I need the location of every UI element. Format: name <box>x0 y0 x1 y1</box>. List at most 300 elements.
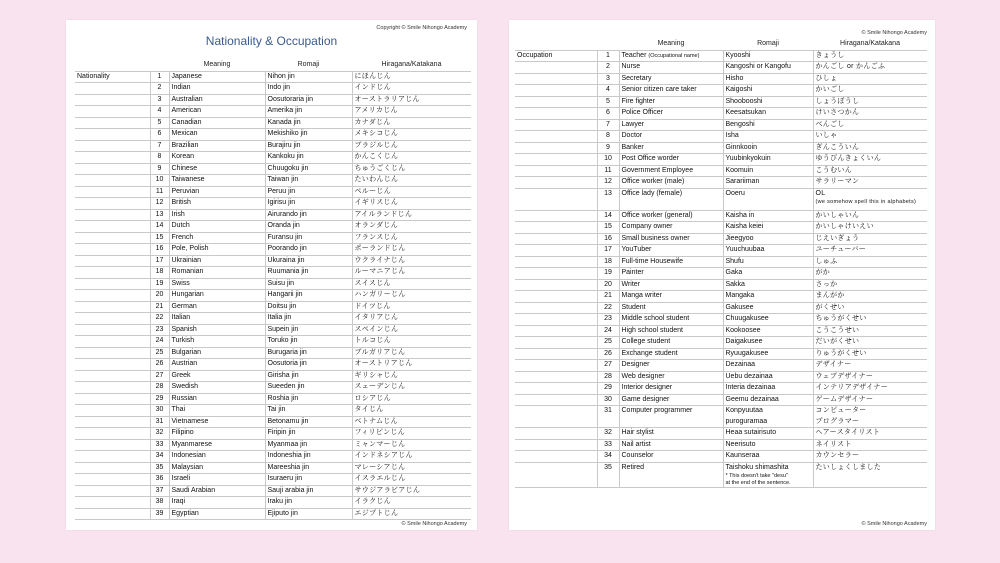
table-row <box>75 232 471 244</box>
kana-cell: ちゅうごくじん <box>352 163 471 175</box>
kana-cell <box>813 337 927 349</box>
kana-text: デザイナー <box>815 361 852 368</box>
romaji-note-2: at the end of the sentence. <box>725 480 791 486</box>
table-row <box>75 129 471 141</box>
table-row <box>515 177 927 189</box>
romaji-cell: Betonamu jin <box>265 416 352 428</box>
romaji-text: Shufu <box>725 257 744 265</box>
romaji-cell: Taiwan jin <box>265 175 352 187</box>
row-number: 18 <box>597 256 619 268</box>
table-row <box>515 154 927 166</box>
table-row <box>515 360 927 372</box>
row-number: 29 <box>597 383 619 395</box>
meaning-cell: Israeli <box>169 474 265 486</box>
section-cell <box>515 291 597 303</box>
kana-cell: エジプトじん <box>352 508 471 520</box>
kana-text: べんごし <box>815 120 845 128</box>
table-row <box>515 142 927 154</box>
section-cell <box>75 405 150 417</box>
kana-cell: ブルガリアじん <box>352 347 471 359</box>
kana-cell: ベトナムじん <box>352 416 471 428</box>
kana-cell <box>813 360 927 372</box>
section-cell <box>75 198 150 210</box>
kana-text: きょうし <box>815 51 845 59</box>
romaji-text: Sakka <box>725 280 745 288</box>
row-number: 10 <box>150 175 169 187</box>
table-row <box>515 279 927 291</box>
row-number: 10 <box>597 154 619 166</box>
kana-cell: マレーシアじん <box>352 462 471 474</box>
romaji-cell <box>723 177 813 189</box>
romaji-text: Interia dezainaa <box>725 384 776 391</box>
row-number: 34 <box>150 451 169 463</box>
occupation-sheet <box>509 20 935 530</box>
row-number: 30 <box>597 394 619 406</box>
kana-cell: メキシコじん <box>352 129 471 141</box>
meaning-cell <box>619 279 723 291</box>
meaning-text: Secretary <box>621 74 652 82</box>
table-row <box>75 117 471 129</box>
meaning-cell: Russian <box>169 393 265 405</box>
table-row <box>75 485 471 497</box>
section-cell <box>75 416 150 428</box>
row-number: 26 <box>150 359 169 371</box>
kana-cell: ウクライナじん <box>352 255 471 267</box>
table-row <box>75 106 471 118</box>
row-number: 15 <box>150 232 169 244</box>
kana-cell: ギリシャじん <box>352 370 471 382</box>
romaji-cell <box>723 406 813 428</box>
kana-cell: ペルーじん <box>352 186 471 198</box>
row-number: 22 <box>597 302 619 314</box>
row-number: 14 <box>597 210 619 222</box>
romaji-cell: Indo jin <box>265 83 352 95</box>
copyright-top: Copyright © Smile Nihongo Academy <box>376 25 467 31</box>
table-row <box>515 428 927 440</box>
row-number: 11 <box>597 165 619 177</box>
header-meaning: Meaning <box>619 39 723 50</box>
row-number: 34 <box>597 451 619 463</box>
meaning-text: Web designer <box>621 372 665 380</box>
kana-text: だいがくせい <box>815 338 860 345</box>
kana-text: かいしゃいん <box>815 211 860 219</box>
meaning-cell <box>619 451 723 463</box>
romaji-cell: Italia jin <box>265 313 352 325</box>
table-row <box>75 508 471 520</box>
section-cell <box>515 142 597 154</box>
row-number: 6 <box>597 108 619 120</box>
kana-text: OL <box>815 189 826 197</box>
meaning-cell <box>619 462 723 488</box>
table-row <box>515 119 927 131</box>
meaning-text: Police Officer <box>621 109 663 116</box>
meaning-text: Nail artist <box>621 440 651 448</box>
section-cell <box>75 255 150 267</box>
kana-cell <box>813 428 927 440</box>
table-row <box>75 439 471 451</box>
meaning-text: Office lady (female) <box>621 189 683 197</box>
row-number: 19 <box>150 278 169 290</box>
romaji-cell: Burajiru jin <box>265 140 352 152</box>
kana-text: かいしゃけいえい <box>815 223 874 230</box>
table-row <box>515 85 927 97</box>
romaji-text: Kookoosee <box>725 326 761 334</box>
header-meaning: Meaning <box>169 60 265 71</box>
meaning-text: Designer <box>621 361 650 368</box>
meaning-cell: Canadian <box>169 117 265 129</box>
table-row <box>515 383 927 395</box>
kana-text: しょうぼうし <box>815 97 860 105</box>
section-cell <box>515 325 597 337</box>
kana-cell: スイスじん <box>352 278 471 290</box>
table-row <box>515 268 927 280</box>
row-number: 16 <box>150 244 169 256</box>
kana-cell: ロシアじん <box>352 393 471 405</box>
table-row <box>75 370 471 382</box>
kana-cell <box>813 291 927 303</box>
meaning-cell <box>619 188 723 210</box>
kana-cell: アイルランドじん <box>352 209 471 221</box>
kana-text: ゆうびんきょくいん <box>815 155 882 162</box>
row-number: 12 <box>597 177 619 189</box>
romaji-text: Dezainaa <box>725 361 756 368</box>
row-number: 24 <box>150 336 169 348</box>
meaning-cell <box>619 73 723 85</box>
romaji-text: Uebu dezainaa <box>725 372 773 380</box>
meaning-cell: Korean <box>169 152 265 164</box>
section-cell <box>75 508 150 520</box>
romaji-cell <box>723 325 813 337</box>
kana-text: ユーチューバー <box>815 246 867 253</box>
romaji-text: Ooeru <box>725 189 745 197</box>
romaji-text: Hisho <box>725 74 744 82</box>
meaning-text: Government Employee <box>621 166 694 174</box>
kana-text: ヘアースタイリスト <box>815 429 881 436</box>
row-number: 3 <box>150 94 169 106</box>
kana-cell <box>813 245 927 257</box>
kana-cell <box>813 177 927 189</box>
section-cell <box>515 394 597 406</box>
meaning-text: Senior citizen care taker <box>621 86 697 93</box>
table-row <box>515 188 927 210</box>
section-cell <box>515 245 597 257</box>
table-row <box>75 186 471 198</box>
row-number: 5 <box>597 96 619 108</box>
kana-cell <box>813 371 927 383</box>
kana-text: さっか <box>815 280 838 288</box>
meaning-cell: Thai <box>169 405 265 417</box>
table-row <box>515 73 927 85</box>
row-number: 33 <box>597 439 619 451</box>
kana-cell: サウジアラビアじん <box>352 485 471 497</box>
romaji-cell: Indoneshia jin <box>265 451 352 463</box>
section-cell <box>515 406 597 428</box>
meaning-text: Interior designer <box>621 384 673 391</box>
table-row <box>75 416 471 428</box>
meaning-cell: Brazilian <box>169 140 265 152</box>
meaning-text: Student <box>621 303 646 311</box>
kana-text: ネイリスト <box>815 440 852 448</box>
romaji-cell <box>723 73 813 85</box>
meaning-cell <box>619 256 723 268</box>
table-row <box>75 359 471 371</box>
meaning-cell <box>619 222 723 234</box>
row-number: 14 <box>150 221 169 233</box>
row-number: 11 <box>150 186 169 198</box>
section-cell <box>515 210 597 222</box>
romaji-text: Gakusee <box>725 303 754 311</box>
meaning-cell <box>619 302 723 314</box>
kana-cell: トルコじん <box>352 336 471 348</box>
row-number: 21 <box>597 291 619 303</box>
romaji-text: Kyooshi <box>725 51 751 59</box>
romaji-cell: Mareeshia jin <box>265 462 352 474</box>
table-row <box>515 291 927 303</box>
romaji-cell: Sueeden jin <box>265 382 352 394</box>
romaji-text: Koomuin <box>725 166 754 174</box>
row-number: 9 <box>150 163 169 175</box>
table-row <box>75 451 471 463</box>
section-cell <box>75 140 150 152</box>
romaji-text: Kaisha in <box>725 211 755 219</box>
kana-cell <box>813 451 927 463</box>
row-number: 20 <box>150 290 169 302</box>
row-number: 35 <box>150 462 169 474</box>
row-number: 29 <box>150 393 169 405</box>
meaning-cell: Greek <box>169 370 265 382</box>
kana-text: インテリアデザイナー <box>815 384 889 391</box>
section-cell <box>75 439 150 451</box>
row-number: 9 <box>597 142 619 154</box>
kana-cell: アメリカじん <box>352 106 471 118</box>
romaji-cell <box>723 108 813 120</box>
section-cell <box>75 313 150 325</box>
table-row <box>515 222 927 234</box>
romaji-cell <box>723 451 813 463</box>
row-number: 24 <box>597 325 619 337</box>
header-kana: Hiragana/Katakana <box>813 39 927 50</box>
romaji-cell: Toruko jin <box>265 336 352 348</box>
section-label: Nationality <box>75 71 150 83</box>
meaning-text: Banker <box>621 143 644 151</box>
meaning-cell: Indian <box>169 83 265 95</box>
romaji-text: Kaisha keiei <box>725 223 764 230</box>
row-number: 13 <box>597 188 619 210</box>
kana-text: ウェブデザイナー <box>815 372 874 380</box>
table-row <box>75 94 471 106</box>
section-cell <box>515 428 597 440</box>
romaji-cell: Nihon jin <box>265 71 352 83</box>
meaning-cell <box>619 50 723 62</box>
table-row <box>515 96 927 108</box>
kana-cell: ポーランドじん <box>352 244 471 256</box>
romaji-cell <box>723 142 813 154</box>
table-row <box>75 278 471 290</box>
section-cell <box>75 474 150 486</box>
romaji-cell: Ejiputo jin <box>265 508 352 520</box>
row-number: 30 <box>150 405 169 417</box>
romaji-cell: Airurando jin <box>265 209 352 221</box>
romaji-cell: Mekishiko jin <box>265 129 352 141</box>
table-row <box>75 255 471 267</box>
kana-cell: ブラジルじん <box>352 140 471 152</box>
kana-cell <box>813 222 927 234</box>
meaning-cell: Irish <box>169 209 265 221</box>
romaji-cell <box>723 245 813 257</box>
meaning-cell <box>619 154 723 166</box>
romaji-text: Konpyuutaa <box>725 407 763 414</box>
kana-cell <box>813 73 927 85</box>
kana-cell: ドイツじん <box>352 301 471 313</box>
section-cell <box>75 451 150 463</box>
section-cell <box>515 337 597 349</box>
romaji-text: Yuubinkyokuin <box>725 155 771 162</box>
meaning-cell: Chinese <box>169 163 265 175</box>
romaji-cell <box>723 371 813 383</box>
kana-cell <box>813 119 927 131</box>
row-number: 12 <box>150 198 169 210</box>
romaji-cell <box>723 62 813 74</box>
meaning-cell: American <box>169 106 265 118</box>
romaji-cell <box>723 394 813 406</box>
row-number: 13 <box>150 209 169 221</box>
meaning-cell: Austrian <box>169 359 265 371</box>
row-number: 22 <box>150 313 169 325</box>
romaji-text: Keesatsukan <box>725 109 766 116</box>
section-cell <box>75 267 150 279</box>
section-cell <box>515 165 597 177</box>
row-number: 32 <box>150 428 169 440</box>
meaning-cell <box>619 233 723 245</box>
kana-cell <box>813 314 927 326</box>
meaning-text: Lawyer <box>621 120 645 128</box>
kana-cell <box>813 268 927 280</box>
table-row <box>75 428 471 440</box>
meaning-cell <box>619 406 723 428</box>
section-cell <box>515 371 597 383</box>
romaji-text: Bengoshi <box>725 120 755 128</box>
kana-cell <box>813 108 927 120</box>
romaji-cell <box>723 428 813 440</box>
meaning-cell: Vietnamese <box>169 416 265 428</box>
kana-cell: ハンガリーじん <box>352 290 471 302</box>
row-number: 33 <box>150 439 169 451</box>
meaning-cell: Indonesian <box>169 451 265 463</box>
section-cell <box>75 324 150 336</box>
romaji-cell <box>723 165 813 177</box>
kana-cell <box>813 210 927 222</box>
meaning-text: Writer <box>621 280 641 288</box>
kana-note: (we somehow spell this in alphabets) <box>815 199 917 205</box>
meaning-cell: Swiss <box>169 278 265 290</box>
table-row <box>515 394 927 406</box>
meaning-text: Doctor <box>621 132 643 139</box>
romaji-text: Shoobooshi <box>725 97 763 105</box>
romaji-text-line2: puroguramaa <box>725 417 768 425</box>
meaning-text: High school student <box>621 326 683 334</box>
kana-text: いしゃ <box>815 132 838 139</box>
meaning-cell: French <box>169 232 265 244</box>
kana-cell: オーストラリアじん <box>352 94 471 106</box>
section-cell <box>515 348 597 360</box>
row-number: 2 <box>597 62 619 74</box>
row-number: 28 <box>597 371 619 383</box>
romaji-cell: Myanmaa jin <box>265 439 352 451</box>
meaning-cell <box>619 337 723 349</box>
romaji-text: Yuuchuubaa <box>725 246 765 253</box>
meaning-cell <box>619 314 723 326</box>
romaji-cell: Furansu jin <box>265 232 352 244</box>
romaji-cell <box>723 314 813 326</box>
romaji-cell: Isuraeru jin <box>265 474 352 486</box>
section-cell <box>515 177 597 189</box>
meaning-cell <box>619 85 723 97</box>
table-row <box>75 152 471 164</box>
occupation-table <box>515 39 927 488</box>
romaji-cell <box>723 462 813 488</box>
kana-text: たいしょくしました <box>815 463 882 471</box>
table-row <box>75 393 471 405</box>
row-number: 39 <box>150 508 169 520</box>
romaji-cell: Doitsu jin <box>265 301 352 313</box>
meaning-cell: Italian <box>169 313 265 325</box>
table-row <box>515 233 927 245</box>
kana-text: かんごし or かんごふ <box>815 63 886 70</box>
row-number: 35 <box>597 462 619 488</box>
kana-cell <box>813 233 927 245</box>
table-row <box>75 313 471 325</box>
kana-cell: スェーデンじん <box>352 382 471 394</box>
meaning-cell <box>619 96 723 108</box>
section-cell <box>75 290 150 302</box>
header-romaji: Romaji <box>723 39 813 50</box>
romaji-text: Taishoku shimashita <box>725 463 789 471</box>
meaning-cell <box>619 291 723 303</box>
table-row <box>75 209 471 221</box>
row-number: 3 <box>597 73 619 85</box>
romaji-cell: Poorando jin <box>265 244 352 256</box>
row-number: 25 <box>150 347 169 359</box>
section-cell <box>75 232 150 244</box>
romaji-cell: Burugaria jin <box>265 347 352 359</box>
row-number: 17 <box>597 245 619 257</box>
section-cell <box>75 209 150 221</box>
meaning-cell: German <box>169 301 265 313</box>
table-row <box>515 108 927 120</box>
table-row <box>75 497 471 509</box>
kana-text: かいごし <box>815 86 845 93</box>
row-number: 5 <box>150 117 169 129</box>
row-number: 26 <box>597 348 619 360</box>
kana-cell: インドネシアじん <box>352 451 471 463</box>
table-row <box>75 405 471 417</box>
meaning-cell <box>619 108 723 120</box>
meaning-text: Full-time Housewife <box>621 257 683 265</box>
meaning-text: Exchange student <box>621 349 678 357</box>
romaji-cell: Tai jin <box>265 405 352 417</box>
romaji-text: Sarariiman <box>725 178 760 185</box>
section-cell <box>75 301 150 313</box>
romaji-cell: Supein jin <box>265 324 352 336</box>
kana-cell <box>813 348 927 360</box>
row-number: 17 <box>150 255 169 267</box>
kana-text: じえいぎょう <box>815 234 860 242</box>
romaji-cell <box>723 268 813 280</box>
romaji-text: Jieegyoo <box>725 234 754 242</box>
kana-cell <box>813 406 927 428</box>
page-title: Nationality & Occupation <box>205 34 338 48</box>
section-cell <box>515 383 597 395</box>
